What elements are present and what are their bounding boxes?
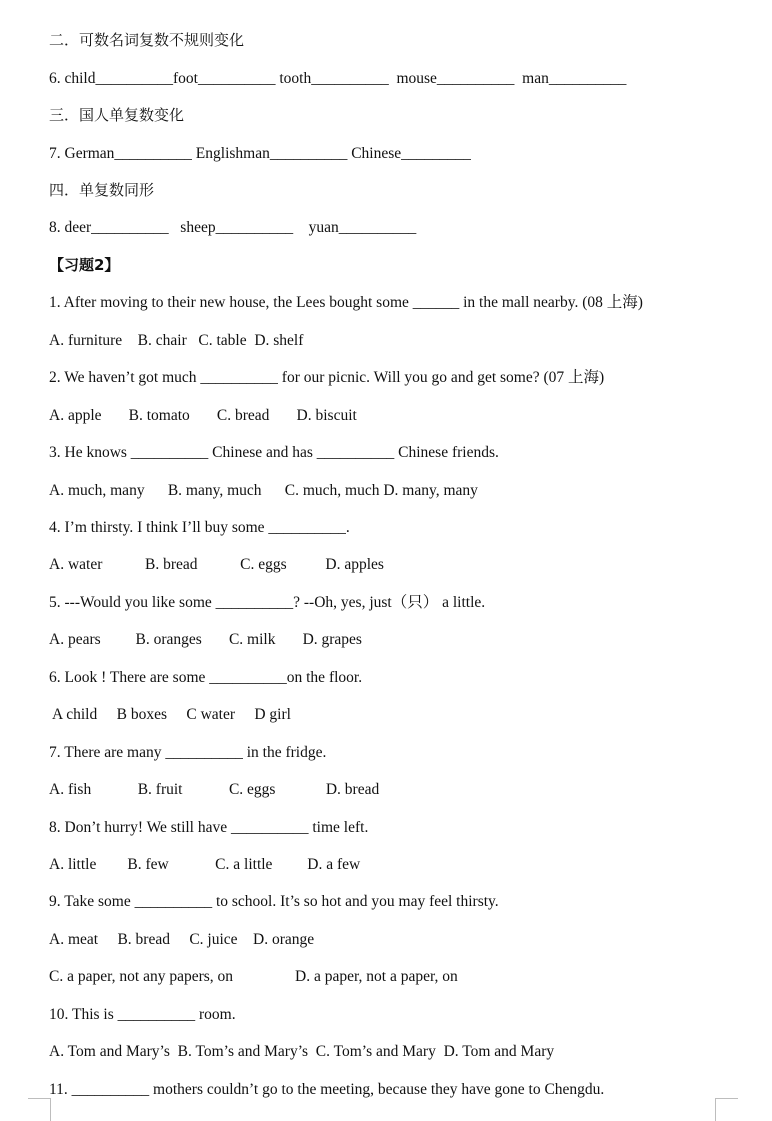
question-2-options: A. apple B. tomato C. bread D. biscuit bbox=[49, 407, 357, 424]
question-11: 11. __________ mothers couldn’t go to the meeting, because they have gone to Chengdu. bbox=[49, 1081, 605, 1098]
section-heading-irregular-plurals: 二．可数名词复数不规则变化 bbox=[49, 31, 245, 49]
exercise-line-7: 7. German__________ Englishman__________ Chinese_________ bbox=[49, 145, 471, 162]
question-1-options: A. furniture B. chair C. table D. shelf bbox=[49, 332, 304, 349]
page-corner-mark-left bbox=[28, 1098, 51, 1121]
section-heading-same-form-plurals: 四．单复数同形 bbox=[49, 181, 155, 199]
section-heading-nationality-plurals: 三．国人单复数变化 bbox=[49, 106, 185, 124]
question-7-options: A. fish B. fruit C. eggs D. bread bbox=[49, 781, 380, 798]
question-3: 3. He knows __________ Chinese and has __________ Chinese friends. bbox=[49, 444, 499, 461]
stray-options-line: C. a paper, not any papers, on D. a paper, not a paper, on bbox=[49, 968, 458, 985]
question-10: 10. This is __________ room. bbox=[49, 1006, 236, 1023]
question-9: 9. Take some __________ to school. It’s so hot and you may feel thirsty. bbox=[49, 893, 499, 910]
exercise-line-8: 8. deer__________ sheep__________ yuan__________ bbox=[49, 219, 417, 236]
question-6-options: A child B boxes C water D girl bbox=[49, 706, 291, 723]
question-3-options: A. much, many B. many, much C. much, much D. many, many bbox=[49, 482, 478, 499]
question-5-options: A. pears B. oranges C. milk D. grapes bbox=[49, 631, 362, 648]
exercise-set-title: 【习题2】 bbox=[49, 256, 120, 274]
question-9-options: A. meat B. bread C. juice D. orange bbox=[49, 931, 315, 948]
question-1: 1. After moving to their new house, the Lees bought some ______ in the mall nearby. (08 上海) bbox=[49, 294, 643, 311]
question-5: 5. ---Would you like some __________? --Oh, yes, just（只） a little. bbox=[49, 594, 486, 611]
question-8: 8. Don’t hurry! We still have __________ time left. bbox=[49, 819, 369, 836]
page-corner-mark-right bbox=[715, 1098, 738, 1121]
question-10-options: A. Tom and Mary’s B. Tom’s and Mary’s C. Tom’s and Mary D. Tom and Mary bbox=[49, 1043, 555, 1060]
question-8-options: A. little B. few C. a little D. a few bbox=[49, 856, 361, 873]
question-2: 2. We haven’t got much __________ for our picnic. Will you go and get some? (07 上海) bbox=[49, 369, 605, 386]
exercise-line-6: 6. child__________foot__________ tooth__________ mouse__________ man__________ bbox=[49, 70, 627, 87]
question-7: 7. There are many __________ in the fridge. bbox=[49, 744, 327, 761]
question-4: 4. I’m thirsty. I think I’ll buy some __________. bbox=[49, 519, 350, 536]
question-4-options: A. water B. bread C. eggs D. apples bbox=[49, 556, 384, 573]
question-6: 6. Look ! There are some __________on the floor. bbox=[49, 669, 363, 686]
